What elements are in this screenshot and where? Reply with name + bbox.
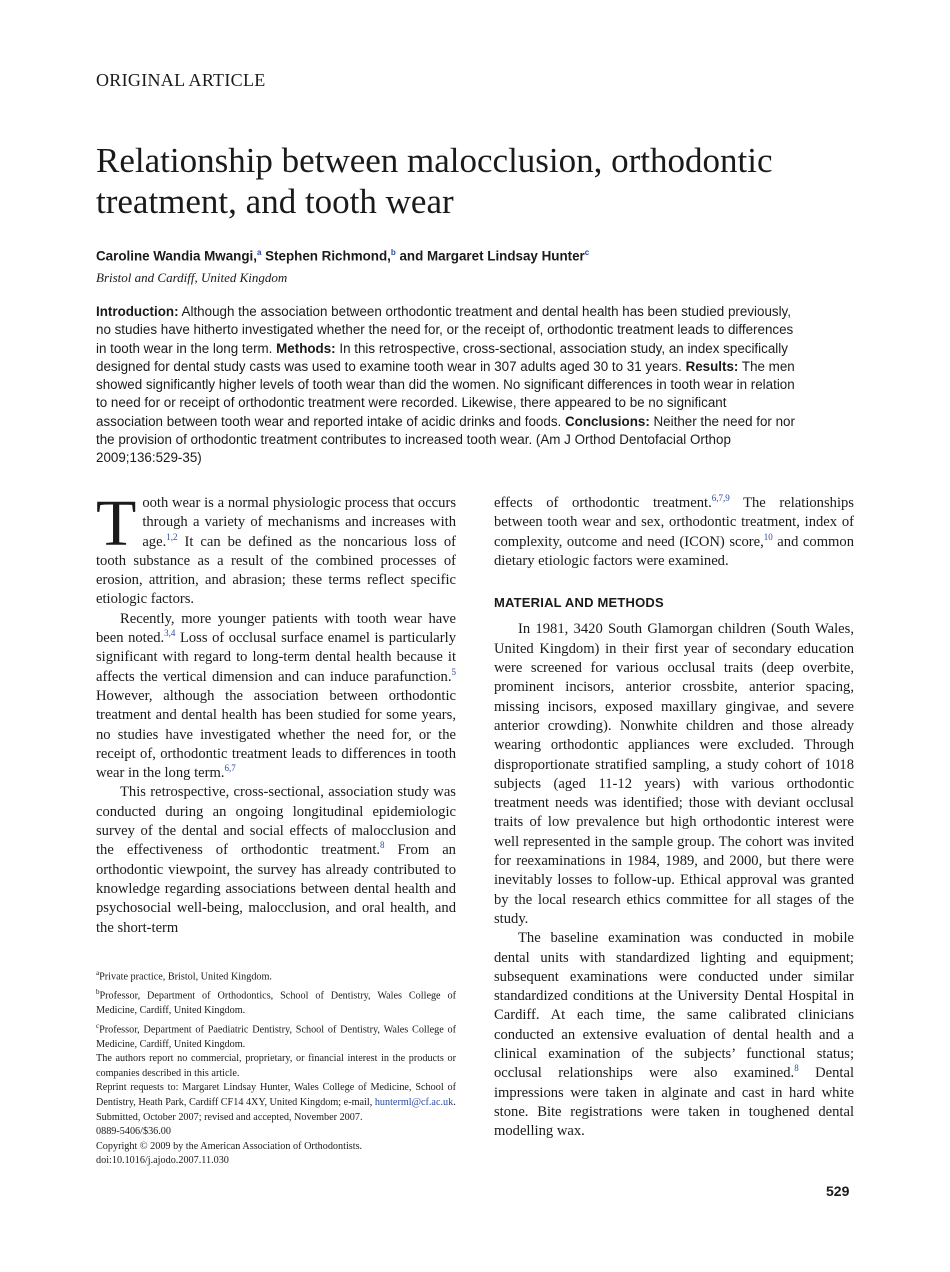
footnote xyxy=(96,966,456,985)
citation-link[interactable]: 6,7,9 xyxy=(711,493,730,504)
paragraph-text: Loss of occlusal surface enamel is particularly significant with regard to long-term dental health because it affects the vertical dimension and can induce parafunction. xyxy=(96,630,456,685)
copyright: Copyright © 2009 by the American Association of Orthodontists. xyxy=(96,1140,363,1152)
paragraph-text: ooth wear is a normal physiologic process that occurs through a variety of mechanisms and increases with age. xyxy=(142,495,456,550)
body-paragraph: In 1981, 3420 South Glamorgan children (South Wales, United Kingdom) in their first year of secondary education were screened for various occlusal traits (deep overbite, prominent incisors, anterior crossbite, anterior spacing, missing incisors, exposed maxillary gingivae, and severe anterior crowding). Nonwhite children and those already wearing orthodontic appliances were excluded. Through disproportionate stratified sampling, a study cohort of 1018 subjects (aged 11-12 years) with various orthodontic treatment needs was identified; those with deviant occlusal traits of low prevalence but high orthodontic interest were well represented in the sample group. The cohort was invited for reexaminations in 1984, 1989, and 2000, but there were inevitably losses to follow-up. Ethical approval was granted by the local research ethics committee for all stages of the study. xyxy=(494,621,854,927)
abstract-methods-label: Methods: xyxy=(276,340,336,356)
citation-link[interactable]: 3,4 xyxy=(164,628,176,639)
body-column-right xyxy=(494,494,854,1142)
footnote-marker: c xyxy=(96,1021,100,1030)
paragraph-text: The baseline examination was conducted in mobile dental units with standardized lighting and equipment; subsequent examinations were conducted under similar standardized conditions at the University Dental Hospital in Cardiff. At each time, the same calibrated clinicians conducted an extensive evaluation of dental health and a clinical examination of the subjects’ functional status; occlusal relationships were also examined. xyxy=(494,930,854,1082)
reprint-request: Reprint requests to: Margaret Lindsay Hunter, Wales College of Medicine, School of Dentistry, Heath Park, Cardiff CF14 4XY, United Kingdom; e-mail, hunterml@cf.ac.uk. xyxy=(96,1082,456,1108)
section-label: ORIGINAL ARTICLE xyxy=(96,70,266,90)
paragraph-text: However, although the association between orthodontic treatment and dental health has been studied for some years, no studies have investigated whether the need for, or the receipt of, orthodontic treatment leads to differences in tooth wear in the long term. xyxy=(96,687,456,782)
abstract-conclusions-label: Conclusions: xyxy=(564,413,650,429)
abstract-intro-text: Although the association between orthodontic treatment and dental health has been studied previously, no studies have hitherto investigated whether the need for, or the receipt of, orthodontic treatment leads to differences in tooth wear in the long term. xyxy=(96,304,794,356)
body-paragraph xyxy=(96,487,456,610)
email-link[interactable]: hunterml@cf.ac.uk xyxy=(374,1096,454,1108)
abstract-results-label: Results: xyxy=(685,358,739,374)
author-name: and Margaret Lindsay Hunter xyxy=(395,248,585,264)
footnote-text: Professor, Department of Paediatric Dentistry, School of Dentistry, Wales College of Medicine, Cardiff, United Kingdom. xyxy=(96,1023,456,1050)
paragraph-text: It can be defined as the noncarious loss of tooth substance as a result of the combined processes of erosion, attrition, and abrasion; these terms reflect specific etiologic factors. xyxy=(96,533,456,608)
citation-link[interactable]: 6,7 xyxy=(224,763,236,774)
footnote-marker: b xyxy=(96,987,100,996)
author-name: Caroline Wandia Mwangi, xyxy=(96,248,257,264)
page-number: 529 xyxy=(826,1183,850,1199)
body-paragraph xyxy=(96,610,456,784)
reprint-text: Reprint requests to: Margaret Lindsay Hunter, Wales College of Medicine, School of Dentistry, Heath Park, Cardiff CF14 4XY, United Kingdom; e-mail, xyxy=(96,1082,456,1108)
paragraph-text: effects of orthodontic treatment. xyxy=(494,495,712,511)
issn: 0889-5406/$36.00 xyxy=(96,1126,171,1138)
paragraph-text: Dental impressions were taken in alginate and cast in hard white stone. Bite registrations were taken in toughened dental modelling wax. xyxy=(494,1065,854,1140)
section-heading: MATERIAL AND METHODS xyxy=(494,595,664,611)
citation-link[interactable]: 8 xyxy=(380,840,385,851)
abstract-results-text: The men showed significantly higher levels of tooth wear than did the women. No significant differences in tooth wear in relation to need for or receipt of orthodontic treatment were recorded. Likewise, there appeared to be no significant association between tooth wear and reported intake of acidic drinks and foods. xyxy=(96,358,795,429)
author-affiliation: Bristol and Cardiff, United Kingdom xyxy=(96,270,288,285)
footnote-text: Private practice, Bristol, United Kingdom. xyxy=(99,971,272,983)
author-list xyxy=(96,248,589,263)
article-title: Relationship between malocclusion, orthodontic treatment, and tooth wear xyxy=(96,141,773,221)
paragraph-text: and common dietary etiologic factors were examined. xyxy=(494,533,854,569)
footnotes xyxy=(96,966,456,1169)
body-column-left xyxy=(96,487,456,938)
citation-link[interactable]: 5 xyxy=(451,666,456,677)
footnote-marker: a xyxy=(96,969,100,977)
author-affiliation-marker[interactable]: b xyxy=(390,248,396,257)
footnote-text: Professor, Department of Orthodontics, School of Dentistry, Wales College of Medicine, Cardiff, United Kingdom. xyxy=(96,990,456,1016)
author-affiliation-marker[interactable]: c xyxy=(584,248,590,257)
abstract-conclusions-text: Neither the need for nor the provision of orthodontic treatment contributes to increased tooth wear. (Am J Orthod Dentofacial Orthop 2009;136:529-35) xyxy=(96,413,795,466)
author-affiliation-marker[interactable]: a xyxy=(256,248,262,257)
citation-link[interactable]: 10 xyxy=(763,531,773,542)
body-paragraph xyxy=(494,494,854,571)
citation-link[interactable]: 8 xyxy=(794,1063,799,1074)
doi: doi:10.1016/j.ajodo.2007.11.030 xyxy=(96,1155,229,1167)
footnote xyxy=(96,1019,456,1053)
author-name: Stephen Richmond, xyxy=(261,248,391,264)
paragraph-text: This retrospective, cross-sectional, association study was conducted during an ongoing longitudinal epidemiologic survey of the dental and social effects of malocclusion and the effectiveness of orthodontic treatment. xyxy=(96,784,456,859)
disclosure-note: The authors report no commercial, proprietary, or financial interest in the products or companies described in this article. xyxy=(96,1053,456,1079)
paragraph-text: Recently, more younger patients with tooth wear have been noted. xyxy=(96,610,456,647)
abstract xyxy=(96,303,796,468)
footnote xyxy=(96,985,456,1019)
drop-cap: T xyxy=(96,487,137,560)
submission-dates: Submitted, October 2007; revised and accepted, November 2007. xyxy=(96,1111,363,1123)
citation-link[interactable]: 1,2 xyxy=(166,531,178,542)
abstract-methods-text: In this retrospective, cross-sectional, association study, an index specifically designed for dental study casts was used to examine tooth wear in 307 adults aged 30 to 31 years. xyxy=(96,340,788,374)
paragraph-text: From an orthodontic viewpoint, the survey has already contributed to knowledge regarding associations between dental health and psychosocial well-being, malocclusion, and oral health, and the short-term xyxy=(96,842,456,936)
body-paragraph xyxy=(494,929,854,1141)
abstract-intro-label: Introduction: xyxy=(96,304,179,319)
body-paragraph xyxy=(96,783,456,937)
paragraph-text: The relationships between tooth wear and sex, orthodontic treatment, index of complexity, outcome and need (ICON) score, xyxy=(494,495,854,550)
